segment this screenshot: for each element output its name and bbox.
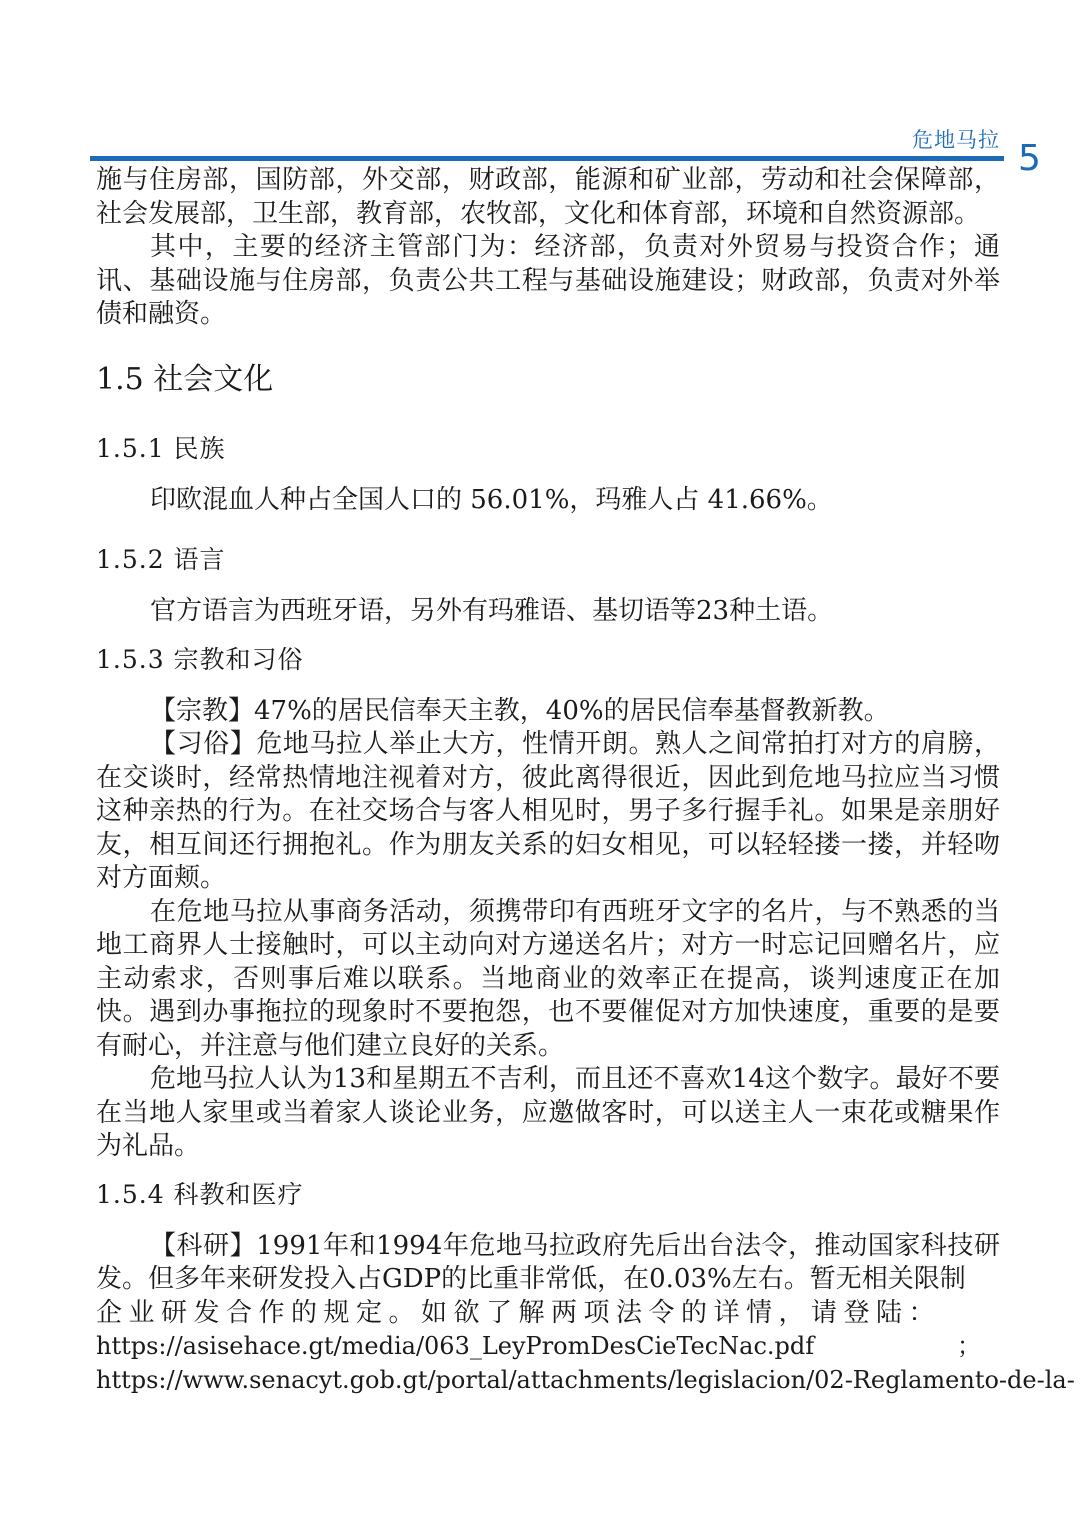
url-separator: ； — [957, 1332, 981, 1360]
subsection-heading-science: 1.5.4 科教和医疗 — [96, 1179, 304, 1209]
law-link-1[interactable]: https://asisehace.gt/media/063_LeyPromDesCieTecNac.pdf — [96, 1332, 815, 1360]
research-text: 1991年和1994年危地马拉政府先后出台法令，推动国家科技研发。但多年来研发投入占GDP的比重非常低，在0.03%左右。暂无相关限制 — [96, 1230, 1000, 1294]
research-paragraph — [96, 1230, 1000, 1297]
subsection-heading-ethnic: 1.5.1 民族 — [96, 433, 226, 463]
header-rule — [90, 156, 1004, 161]
ethnic-paragraph: 印欧混血人种占全国人口的 56.01%，玛雅人占 41.66%。 — [150, 484, 833, 515]
intro-paragraph-2: 其中，主要的经济主管部门为：经济部，负责对外贸易与投资合作；通讯、基础设施与住房部，负责公共工程与基础设施建设；财政部，负责对外举债和融资。 — [96, 232, 1000, 329]
page-body — [96, 164, 1075, 1397]
intro-paragraph-1: 施与住房部，国防部，外交部，财政部，能源和矿业部，劳动和社会保障部，社会发展部，卫生部，教育部，农牧部，文化和体育部，环境和自然资源部。 — [96, 165, 1000, 229]
religion-tag: 【宗教】 — [150, 695, 255, 726]
custom-tag: 【习俗】 — [150, 729, 257, 759]
subsection-heading-religion: 1.5.3 宗教和习俗 — [96, 644, 304, 674]
law-link-2[interactable]: https://www.senacyt.gob.gt/portal/attachments/legislacion/02-Reglamento-de-la- — [96, 1365, 1075, 1394]
custom-paragraph — [96, 728, 1000, 896]
language-paragraph: 官方语言为西班牙语，另外有玛雅语、基切语等23种土语。 — [150, 596, 834, 626]
url-row-1 — [96, 1330, 981, 1364]
section-title: 1.5 社会文化 — [96, 361, 274, 397]
taboo-paragraph: 危地马拉人认为13和星期五不吉利，而且还不喜欢14这个数字。最好不要在当地人家里或当着家人谈论业务，应邀做客时，可以送主人一束花或糖果作为礼品。 — [96, 1064, 1000, 1161]
religion-text: 47%的居民信奉天主教，40%的居民信奉基督教新教。 — [254, 695, 890, 726]
religion-paragraph — [96, 695, 1000, 729]
research-tag: 【科研】 — [150, 1230, 257, 1261]
business-paragraph: 在危地马拉从事商务活动，须携带印有西班牙文字的名片，与不熟悉的当地工商界人士接触时，可以主动向对方递送名片；对方一时忘记回赠名片，应主动索求，否则事后难以联系。当地商业的效率正在提高，谈判速度正在加快。遇到办事拖拉的现象时不要抱怨，也不要催促对方加快速度，重要的是要有耐心，并注意与他们建立良好的关系。 — [96, 896, 1000, 1061]
running-title: 危地马拉 — [912, 128, 1000, 152]
custom-text: 危地马拉人举止大方，性情开朗。熟人之间常拍打对方的肩膀，在交谈时，经常热情地注视着对方，彼此离得很近，因此到危地马拉应当习惯这种亲热的行为。在社交场合与客人相见时，男子多行握手礼。如果是亲朋好友，相互间还行拥抱礼。作为朋友关系的妇女相见，可以轻轻搂一搂，并轻吻对方面颊。 — [96, 729, 1000, 893]
subsection-heading-language: 1.5.2 语言 — [96, 545, 226, 574]
page-number: 5 — [1018, 138, 1041, 179]
research-paragraph-2: 企业研发合作的规定。如欲了解两项法令的详情，请登陆： — [96, 1297, 942, 1328]
